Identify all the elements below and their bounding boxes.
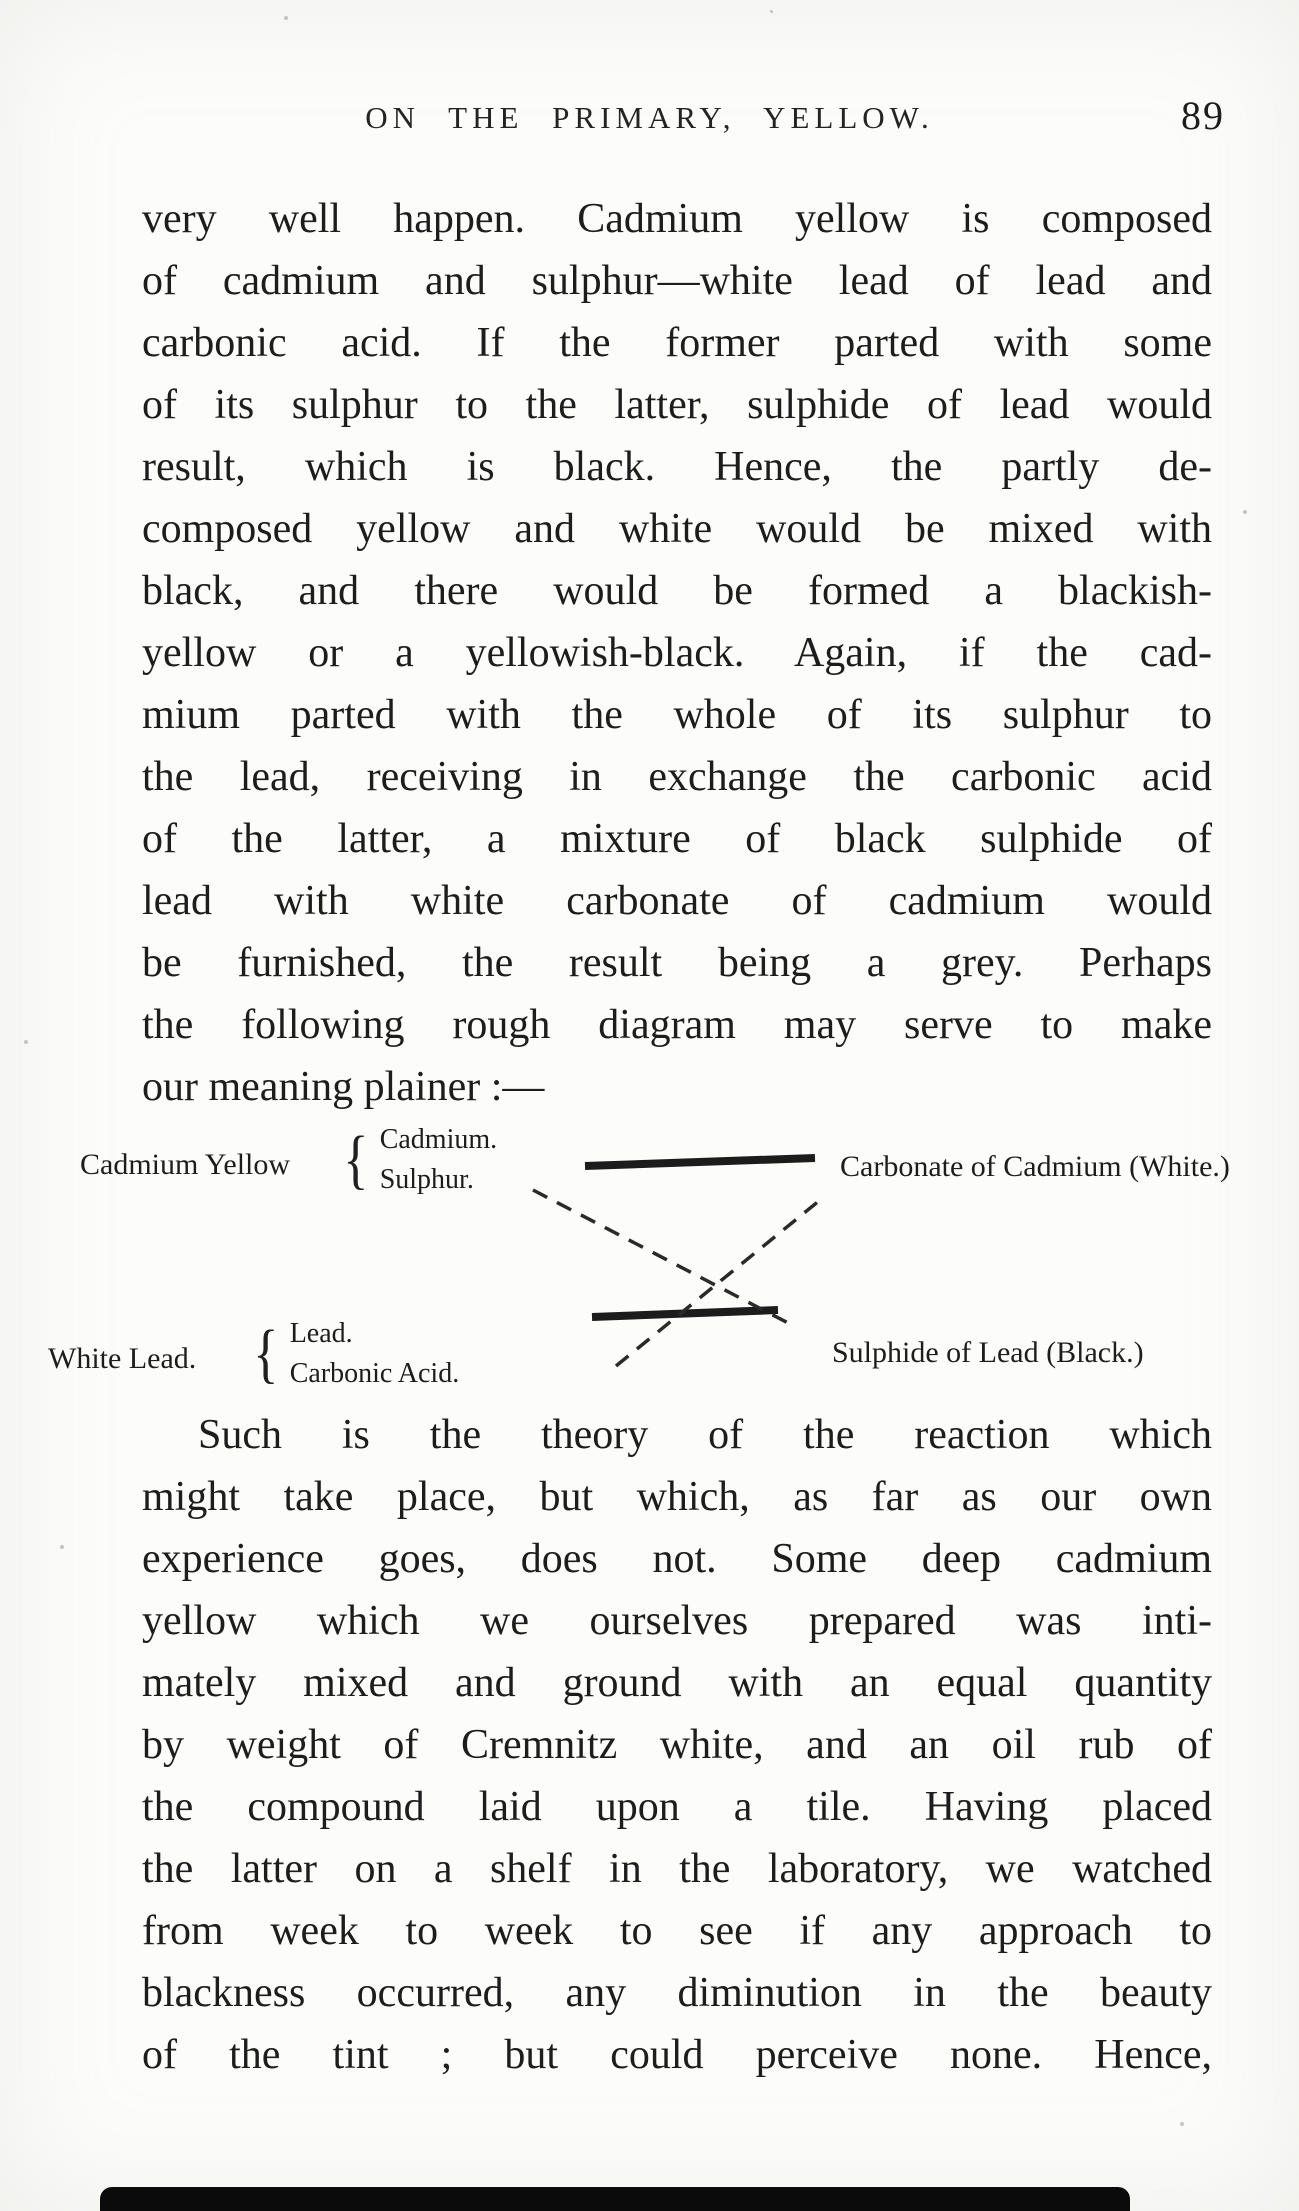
- diagram-result-sulphide: Sulphide of Lead (Black.): [832, 1336, 1144, 1369]
- text-line: the following rough diagram may serve to make: [142, 1002, 1212, 1048]
- component-sulphur: Sulphur.: [379, 1164, 474, 1195]
- scan-speck: [284, 16, 288, 20]
- text-line: the lead, receiving in exchange the carbonic acid: [142, 754, 1212, 800]
- text-line: composed yellow and white would be mixed with: [142, 506, 1212, 552]
- scan-artifact-bar: [100, 2187, 1130, 2211]
- text-line: by weight of Cremnitz white, and an oil rub of: [142, 1722, 1212, 1768]
- text-line: yellow or a yellowish-black. Again, if the cad-: [142, 630, 1212, 676]
- text-line: our meaning plainer :—: [142, 1064, 545, 1110]
- text-line: be furnished, the result being a grey. Perhaps: [142, 940, 1212, 986]
- brace-icon: {: [343, 1123, 369, 1196]
- text-line: Such is the theory of the reaction which: [198, 1412, 1212, 1458]
- diagram-result-carbonate: Carbonate of Cadmium (White.): [840, 1150, 1230, 1183]
- brace-icon: {: [253, 1317, 279, 1390]
- text-line: might take place, but which, as far as our own: [142, 1474, 1212, 1520]
- text-line: experience goes, does not. Some deep cadmium: [142, 1536, 1212, 1582]
- scan-speck: [770, 10, 773, 13]
- text-line: of the latter, a mixture of black sulphide of: [142, 816, 1212, 862]
- scan-speck: [24, 1040, 28, 1044]
- dashed-line-up: [616, 1196, 825, 1366]
- scan-speck: [1243, 510, 1247, 514]
- page-number: 89: [1181, 93, 1225, 138]
- white-lead-components: [250, 1312, 459, 1396]
- text-line: carbonic acid. If the former parted with some: [142, 320, 1212, 366]
- text-line: very well happen. Cadmium yellow is composed: [142, 196, 1212, 242]
- text-line: of cadmium and sulphur—white lead of lead and: [142, 258, 1212, 304]
- text-line: the latter on a shelf in the laboratory, we watched: [142, 1846, 1212, 1892]
- solid-line-bottom: [592, 1310, 778, 1317]
- component-carbonic-acid: Carbonic Acid.: [289, 1358, 460, 1389]
- text-line: from week to week to see if any approach to: [142, 1908, 1212, 1954]
- reaction-diagram: [0, 1118, 1299, 1404]
- text-line: black, and there would be formed a blackish-: [142, 568, 1212, 614]
- diagram-label-cadmium-yellow: Cadmium Yellow: [80, 1148, 291, 1181]
- solid-line-top: [585, 1158, 815, 1166]
- diagram-label-white-lead: White Lead.: [48, 1342, 197, 1375]
- text-line: of its sulphur to the latter, sulphide of lead would: [142, 382, 1212, 428]
- text-line: blackness occurred, any diminution in the beauty: [142, 1970, 1212, 2016]
- text-line: yellow which we ourselves prepared was inti-: [142, 1598, 1212, 1644]
- paragraph-1: [142, 188, 1212, 1118]
- component-cadmium: Cadmium.: [379, 1124, 498, 1155]
- cadmium-yellow-components: [340, 1118, 497, 1202]
- text-line: result, which is black. Hence, the partly de-: [142, 444, 1212, 490]
- text-line: lead with white carbonate of cadmium would: [142, 878, 1212, 924]
- text-line: mately mixed and ground with an equal quantity: [142, 1660, 1212, 1706]
- text-line: of the tint ; but could perceive none. Hence,: [142, 2032, 1212, 2078]
- scan-speck: [1180, 2122, 1184, 2126]
- text-line: mium parted with the whole of its sulphur to: [142, 692, 1212, 738]
- text-line: the compound laid upon a tile. Having placed: [142, 1784, 1212, 1830]
- running-title: ON THE PRIMARY, YELLOW.: [365, 100, 934, 135]
- scan-speck: [60, 1545, 64, 1549]
- dashed-line-down: [533, 1190, 790, 1324]
- page-header: [0, 0, 1299, 148]
- component-lead: Lead.: [289, 1318, 353, 1349]
- paragraph-2: [142, 1404, 1212, 2086]
